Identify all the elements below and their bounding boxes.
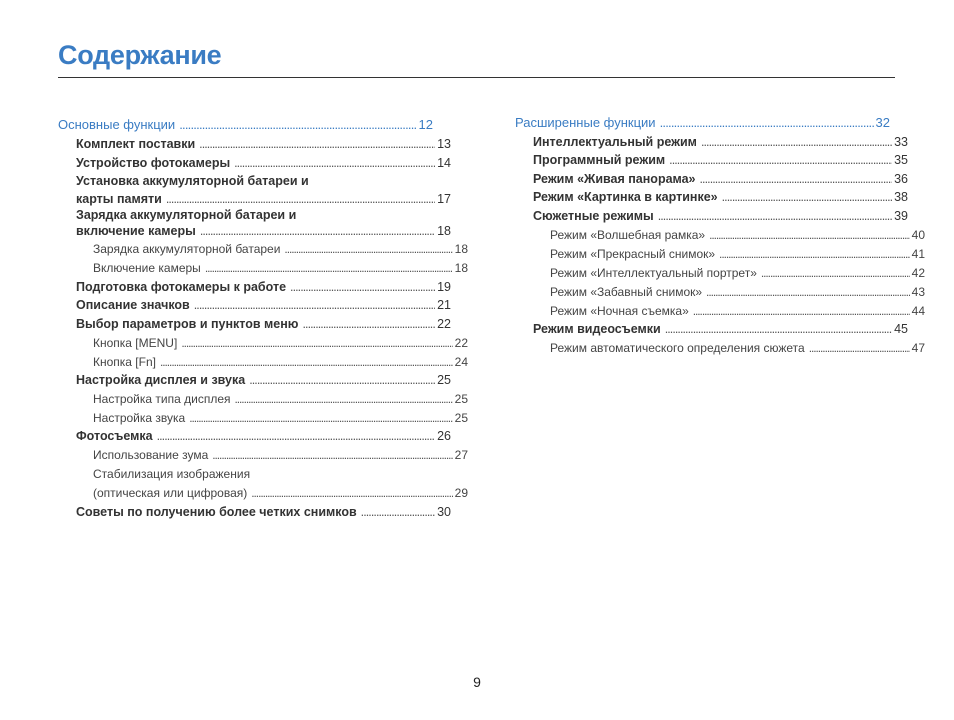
- toc-label: Режим «Забавный снимок»: [550, 285, 703, 299]
- leader-dots: [669, 152, 892, 168]
- toc-entry[interactable]: [58, 173, 451, 207]
- toc-subentry[interactable]: [58, 241, 468, 257]
- toc-page: 36: [894, 172, 908, 186]
- toc-label: Основные функции: [58, 117, 176, 132]
- leader-dots: [722, 189, 892, 205]
- toc-label: Расширенные функции: [515, 115, 656, 130]
- leader-dots: [302, 316, 435, 332]
- toc-entry[interactable]: [58, 207, 451, 239]
- toc-page: 18: [454, 261, 468, 275]
- toc-page: 22: [437, 317, 451, 331]
- toc-label-line1: Зарядка аккумуляторной батареи и: [76, 208, 297, 222]
- toc-label: Зарядка аккумуляторной батареи: [93, 242, 281, 256]
- toc-label: Настройка звука: [93, 411, 186, 425]
- toc-subentry[interactable]: [515, 303, 925, 319]
- toc-page: 18: [454, 242, 468, 256]
- leader-dots: [761, 265, 910, 281]
- toc-label: Устройство фотокамеры: [76, 156, 231, 170]
- toc-subentry[interactable]: [58, 466, 468, 501]
- leader-dots: [809, 340, 910, 356]
- toc-section-advanced-functions[interactable]: [515, 115, 890, 131]
- toc-page: 43: [911, 285, 925, 299]
- toc-page: 32: [875, 115, 890, 130]
- toc-label: (оптическая или цифровая): [93, 486, 248, 500]
- toc-subentry[interactable]: [58, 354, 468, 370]
- toc-entry[interactable]: [515, 134, 908, 150]
- leader-dots: [181, 335, 452, 351]
- toc-label-line1: Установка аккумуляторной батареи и: [76, 174, 309, 188]
- leader-dots: [701, 134, 892, 150]
- toc-entry[interactable]: [58, 297, 451, 313]
- leader-dots: [200, 223, 435, 239]
- toc-entry[interactable]: [58, 316, 451, 332]
- toc-label: Интеллектуальный режим: [533, 135, 697, 149]
- toc-label: Режим «Ночная съемка»: [550, 304, 689, 318]
- leader-dots: [189, 410, 452, 426]
- toc-page: 22: [454, 336, 468, 350]
- toc-page: 19: [437, 280, 451, 294]
- toc-entry[interactable]: [58, 279, 451, 295]
- toc-page: 18: [437, 224, 451, 238]
- toc-entry[interactable]: [58, 504, 451, 520]
- leader-dots: [194, 297, 435, 313]
- toc-subentry[interactable]: [515, 227, 925, 243]
- leader-dots: [199, 136, 435, 152]
- leader-dots: [706, 284, 910, 300]
- toc-label: Режим видеосъемки: [533, 322, 661, 336]
- toc-page: 29: [454, 486, 468, 500]
- leader-dots: [719, 246, 910, 262]
- leader-dots: [709, 227, 910, 243]
- toc-page: 27: [454, 448, 468, 462]
- leader-dots: [212, 447, 452, 463]
- toc-label-line1: Стабилизация изображения: [93, 467, 251, 481]
- toc-label: Программный режим: [533, 153, 666, 167]
- leader-dots: [249, 372, 435, 388]
- toc-label: Включение камеры: [93, 261, 201, 275]
- toc-label: Комплект поставки: [76, 137, 196, 151]
- toc-page: 38: [894, 190, 908, 204]
- toc-page: 45: [894, 322, 908, 336]
- toc-page: 44: [911, 304, 925, 318]
- toc-page: 42: [911, 266, 925, 280]
- toc-page: 25: [437, 373, 451, 387]
- toc-label: Фотосъемка: [76, 429, 153, 443]
- toc-page: 12: [418, 117, 433, 132]
- toc-label: Режим «Интеллектуальный портрет»: [550, 266, 757, 280]
- toc-label: Режим «Прекрасный снимок»: [550, 247, 716, 261]
- toc-label: Режим «Волшебная рамка»: [550, 228, 706, 242]
- toc-page: 25: [454, 392, 468, 406]
- toc-label: Настройка типа дисплея: [93, 392, 231, 406]
- toc-page: 21: [437, 298, 451, 312]
- toc-entry[interactable]: [515, 208, 908, 224]
- toc-label: Описание значков: [76, 298, 190, 312]
- toc-label: Режим автоматического определения сюжета: [550, 341, 805, 355]
- toc-entry[interactable]: [58, 136, 451, 152]
- toc-page: 14: [437, 156, 451, 170]
- toc-label: Сюжетные режимы: [533, 209, 654, 223]
- toc-subentry[interactable]: [515, 246, 925, 262]
- toc-page: 39: [894, 209, 908, 223]
- toc-page: 41: [911, 247, 925, 261]
- toc-subentry[interactable]: [515, 284, 925, 300]
- toc-subentry[interactable]: [58, 391, 468, 407]
- toc-entry[interactable]: [58, 155, 451, 171]
- toc-subentry[interactable]: [58, 447, 468, 463]
- toc-subentry[interactable]: [58, 410, 468, 426]
- toc-entry[interactable]: [515, 321, 908, 337]
- toc-page: 17: [437, 192, 451, 206]
- toc-subentry[interactable]: [58, 260, 468, 276]
- leader-dots: [205, 260, 453, 276]
- toc-label: карты памяти: [76, 192, 162, 206]
- toc-label: Режим «Картинка в картинке»: [533, 190, 718, 204]
- leader-dots: [160, 354, 453, 370]
- toc-page: 24: [454, 355, 468, 369]
- toc-page: 47: [911, 341, 925, 355]
- title-divider: [58, 77, 895, 78]
- toc-label: Настройка дисплея и звука: [76, 373, 246, 387]
- toc-label: Подготовка фотокамеры к работе: [76, 280, 287, 294]
- toc-subentry[interactable]: [515, 265, 925, 281]
- leader-dots: [234, 155, 435, 171]
- toc-entry[interactable]: [58, 372, 451, 388]
- toc-section-main-functions[interactable]: [58, 117, 433, 133]
- leader-dots: [157, 428, 436, 444]
- leader-dots: [251, 485, 452, 501]
- toc-page: 26: [437, 429, 451, 443]
- toc-entry[interactable]: [58, 428, 451, 444]
- toc-label: Использование зума: [93, 448, 209, 462]
- toc-page: 35: [894, 153, 908, 167]
- leader-dots: [700, 171, 893, 187]
- toc-label: Режим «Живая панорама»: [533, 172, 696, 186]
- leader-dots: [361, 504, 435, 520]
- toc-label: включение камеры: [76, 224, 196, 238]
- toc-entry[interactable]: [515, 152, 908, 168]
- leader-dots: [660, 115, 874, 131]
- toc-page: 30: [437, 505, 451, 519]
- leader-dots: [693, 303, 910, 319]
- toc-entry[interactable]: [515, 189, 908, 205]
- page-title: Содержание: [58, 40, 222, 70]
- toc-label: Советы по получению более четких снимков: [76, 505, 357, 519]
- toc-page: 33: [894, 135, 908, 149]
- leader-dots: [235, 391, 453, 407]
- page-number: 9: [473, 674, 481, 690]
- leader-dots: [166, 191, 435, 207]
- leader-dots: [179, 117, 416, 133]
- toc-label: Кнопка [Fn]: [93, 355, 156, 369]
- leader-dots: [284, 241, 452, 257]
- toc-page: 13: [437, 137, 451, 151]
- toc-label: Выбор параметров и пунктов меню: [76, 317, 299, 331]
- leader-dots: [658, 208, 892, 224]
- toc-page: 40: [911, 228, 925, 242]
- leader-dots: [290, 279, 435, 295]
- leader-dots: [665, 321, 892, 337]
- toc-subentry[interactable]: [58, 335, 468, 351]
- toc-label: Кнопка [MENU]: [93, 336, 178, 350]
- toc-entry[interactable]: [515, 171, 908, 187]
- toc-subentry[interactable]: [515, 340, 925, 356]
- toc-page: 25: [454, 411, 468, 425]
